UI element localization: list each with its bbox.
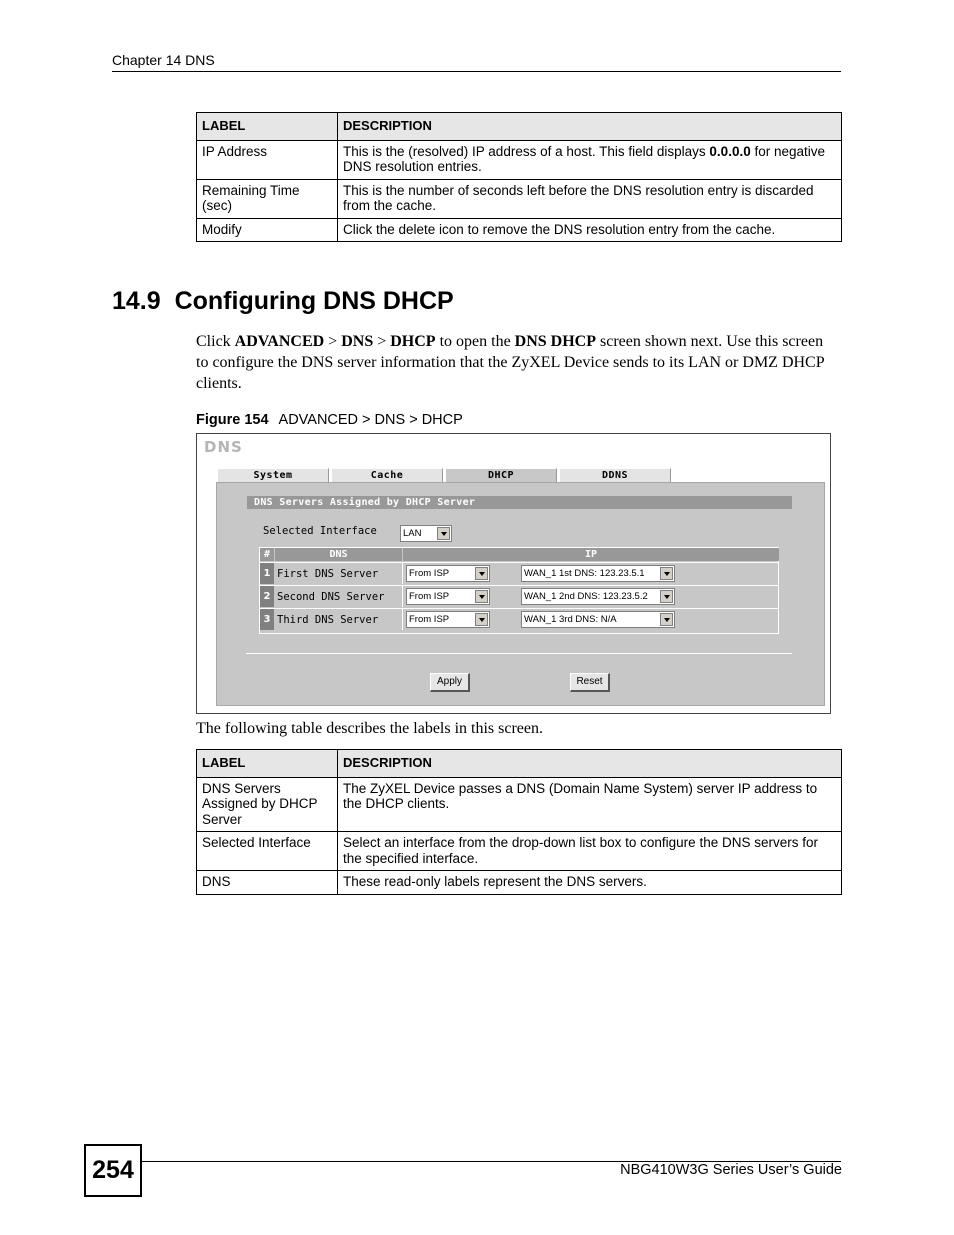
tab-dhcp[interactable]: DHCP — [445, 468, 557, 482]
dns-ip-value: WAN_1 1st DNS: 123.23.5.1 — [524, 568, 645, 579]
column-divider — [402, 586, 403, 607]
row-number: 3 — [260, 609, 274, 630]
dns-dhcp-screenshot — [196, 433, 831, 714]
chevron-down-icon[interactable] — [660, 567, 673, 580]
dns-ip-select[interactable] — [521, 588, 675, 605]
dns-source-select[interactable] — [406, 611, 490, 628]
col-dns: DNS — [275, 548, 402, 561]
row-description: These read-only labels represent the DNS servers. — [338, 871, 842, 895]
dns-source-select[interactable] — [406, 588, 490, 605]
dns-source-value: From ISP — [409, 568, 450, 579]
section-number: 14.9 — [112, 287, 161, 315]
screen-title: DNS — [204, 438, 243, 456]
selected-interface-value: LAN — [403, 528, 422, 539]
desc-text: This is the (resolved) IP address of a host. This field displays — [343, 143, 710, 159]
dns-ip-value: WAN_1 2nd DNS: 123.23.5.2 — [524, 591, 648, 602]
selected-interface-select[interactable] — [400, 525, 452, 542]
divider — [246, 653, 792, 654]
chevron-down-icon[interactable] — [660, 590, 673, 603]
table-header-row — [197, 750, 842, 778]
row-description: Select an interface from the drop-down list box to configure the DNS servers for the specified interface. — [338, 832, 842, 871]
section-title: Configuring DNS DHCP — [174, 287, 454, 315]
row-number: 2 — [260, 586, 274, 607]
row-description: The ZyXEL Device passes a DNS (Domain Name System) server IP address to the DHCP clients. — [338, 777, 842, 832]
table-row — [197, 777, 842, 832]
row-description: Click the delete icon to remove the DNS resolution entry from the cache. — [338, 218, 842, 242]
dns-grid — [259, 547, 779, 634]
figure-caption-text: ADVANCED > DNS > DHCP — [278, 412, 463, 428]
dns-server-name: Third DNS Server — [277, 614, 379, 626]
label-table-2 — [196, 749, 842, 895]
chevron-down-icon[interactable] — [660, 613, 673, 626]
intro-paragraph: Click ADVANCED > DNS > DHCP to open the DNS DHCP screen shown next. Use this screen to configure the DNS server information that the ZyXEL Device sends to its LAN or DMZ DHCP clients. — [196, 333, 825, 392]
tab-ddns[interactable]: DDNS — [559, 468, 671, 482]
dns-source-value: From ISP — [409, 614, 450, 625]
chapter-header: Chapter 14 DNS — [112, 52, 215, 68]
selected-interface-label: Selected Interface — [263, 525, 377, 537]
table-row — [197, 140, 842, 179]
section-heading — [112, 287, 454, 316]
column-divider — [402, 609, 403, 630]
row-label: Remaining Time (sec) — [197, 179, 338, 218]
row-label: IP Address — [197, 140, 338, 179]
chevron-down-icon[interactable] — [475, 590, 488, 603]
col-header-label: LABEL — [197, 750, 338, 778]
row-description: This is the number of seconds left before the DNS resolution entry is discarded from the cache. — [338, 179, 842, 218]
row-number: 1 — [260, 563, 274, 584]
table-row — [197, 218, 842, 242]
table-row — [197, 832, 842, 871]
dns-ip-value: WAN_1 3rd DNS: N/A — [524, 614, 617, 625]
label-table-1 — [196, 112, 842, 242]
row-label: DNS Servers Assigned by DHCP Server — [197, 777, 338, 832]
chevron-down-icon[interactable] — [475, 613, 488, 626]
desc-text: for negative DNS resolution entries. — [343, 143, 826, 174]
col-ip: IP — [403, 548, 779, 561]
table-row — [197, 871, 842, 895]
section-bar: DNS Servers Assigned by DHCP Server — [247, 496, 792, 509]
dns-ip-select[interactable] — [521, 565, 675, 582]
figure-label: Figure 154 — [196, 412, 269, 428]
col-header-description: DESCRIPTION — [338, 113, 842, 141]
row-label: DNS — [197, 871, 338, 895]
desc-bold: 0.0.0.0 — [709, 143, 751, 159]
tab-system[interactable]: System — [217, 468, 329, 482]
header-rule — [112, 71, 841, 72]
row-description — [338, 140, 842, 179]
col-header-description: DESCRIPTION — [338, 750, 842, 778]
col-header-label: LABEL — [197, 113, 338, 141]
page-number: 254 — [84, 1144, 142, 1197]
col-number: # — [260, 548, 274, 561]
dhcp-panel — [216, 482, 825, 706]
table-row — [197, 179, 842, 218]
figure-caption — [196, 412, 463, 428]
dns-ip-select[interactable] — [521, 611, 675, 628]
reset-button[interactable]: Reset — [570, 673, 610, 692]
dns-source-value: From ISP — [409, 591, 450, 602]
table-header-row — [197, 113, 842, 141]
dns-server-name: Second DNS Server — [277, 591, 385, 603]
column-divider — [402, 563, 403, 584]
table-row — [260, 585, 779, 607]
guide-title: NBG410W3G Series User’s Guide — [620, 1162, 842, 1178]
dns-server-name: First DNS Server — [277, 568, 379, 580]
table-row — [260, 608, 779, 630]
row-label: Selected Interface — [197, 832, 338, 871]
apply-button[interactable]: Apply — [430, 673, 470, 692]
tab-cache[interactable]: Cache — [331, 468, 443, 482]
table-row — [260, 562, 779, 584]
row-label: Modify — [197, 218, 338, 242]
following-text: The following table describes the labels in this screen. — [196, 720, 544, 737]
chevron-down-icon[interactable] — [475, 567, 488, 580]
dns-source-select[interactable] — [406, 565, 490, 582]
chevron-down-icon[interactable] — [437, 527, 450, 540]
